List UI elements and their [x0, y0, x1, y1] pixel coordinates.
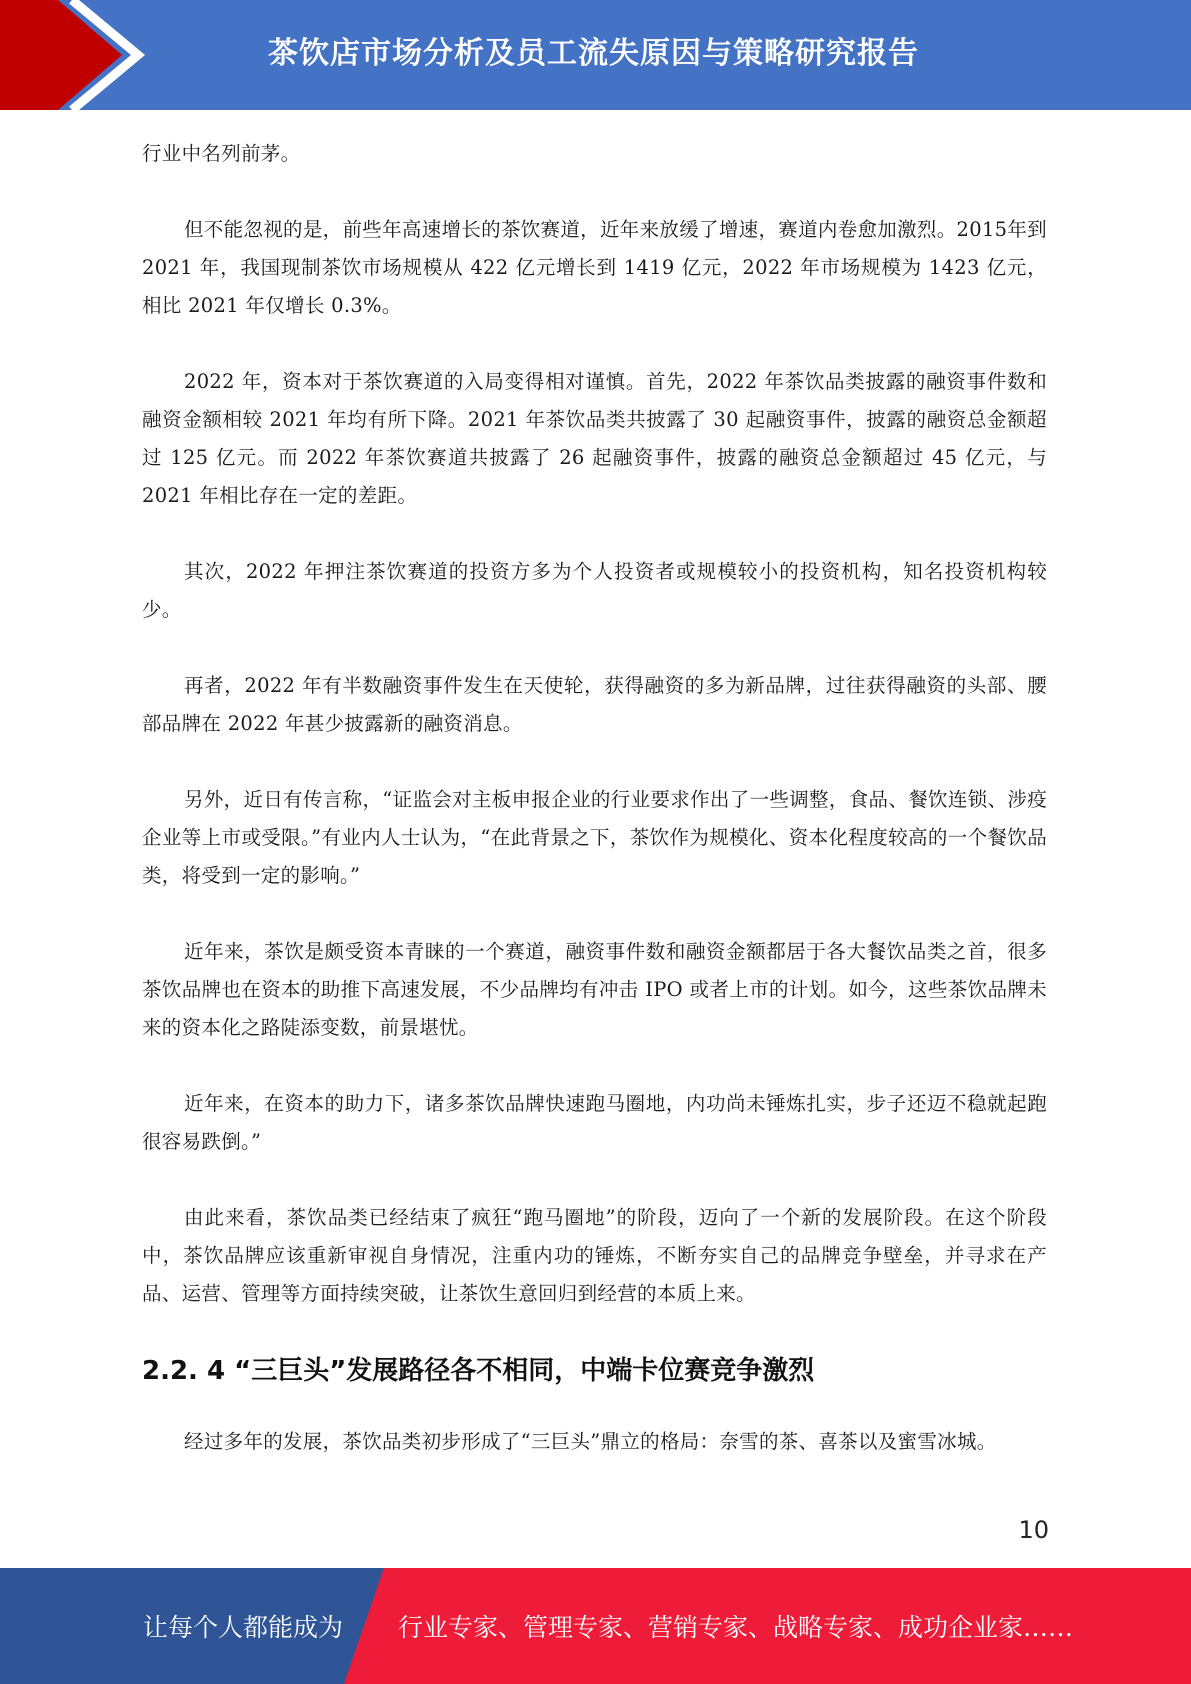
document-title: 茶饮店市场分析及员工流失原因与策略研究报告	[268, 36, 919, 71]
paragraph-9: 由此来看，茶饮品类已经结束了疯狂“跑马圈地”的阶段，迈向了一个新的发展阶段。在这个阶段中，茶饮品牌应该重新审视自身情况，注重内功的锤炼，不断夯实自己的品牌竞争壁垒，并寻求在产品、运营、管理等方面持续突破，让茶饮生意回归到经营的本质上来。	[142, 1206, 1047, 1305]
paragraph-10: 经过多年的发展，茶饮品类初步形成了“三巨头”鼎立的格局：奈雪的茶、喜茶以及蜜雪冰城。	[184, 1430, 997, 1453]
paragraph-5: 再者，2022 年有半数融资事件发生在天使轮，获得融资的多为新品牌，过往获得融资的头部、腰部品牌在 2022 年甚少披露新的融资消息。	[142, 674, 1047, 735]
footer-slogan-left: 让每个人都能成为	[143, 1613, 344, 1642]
paragraph-2: 但不能忽视的是，前些年高速增长的茶饮赛道，近年来放缓了增速，赛道内卷愈加激烈。2015年到 2021 年，我国现制茶饮市场规模从 422 亿元增长到 1419 亿元，2022 年市场规模为 1423 亿元，相比 2021 年仅增长 0.3%。	[142, 218, 1047, 317]
paragraph-6: 另外，近日有传言称，“证监会对主板申报企业的行业要求作出了一些调整，食品、餐饮连锁、涉疫企业等上市或受限。”有业内人士认为，“在此背景之下，茶饮作为规模化、资本化程度较高的一个餐饮品类，将受到一定的影响。”	[142, 788, 1047, 887]
footer-slogan-right: 行业专家、管理专家、营销专家、战略专家、成功企业家……	[398, 1613, 1074, 1642]
paragraph-7: 近年来，茶饮是颇受资本青睐的一个赛道，融资事件数和融资金额都居于各大餐饮品类之首，很多茶饮品牌也在资本的助推下高速发展，不少品牌均有冲击 IPO 或者上市的计划。如今，这些茶饮品牌未来的资本化之路陡添变数，前景堪忧。	[142, 940, 1047, 1039]
paragraph-4: 其次，2022 年押注茶饮赛道的投资方多为个人投资者或规模较小的投资机构，知名投资机构较少。	[142, 560, 1047, 621]
paragraph-1: 行业中名列前茅。	[142, 142, 301, 165]
page-header	[0, 0, 1191, 110]
document-body	[142, 135, 1047, 1499]
header-chevron-decoration	[0, 0, 160, 110]
paragraph-3: 2022 年，资本对于茶饮赛道的入局变得相对谨慎。首先，2022 年茶饮品类披露的融资事件数和融资金额相较 2021 年均有所下降。2021 年茶饮品类共披露了 30 起融资事件，披露的融资总金额超过 125 亿元。而 2022 年茶饮赛道共披露了 26 起融资事件，披露的融资总金额超过 45 亿元，与 2021 年相比存在一定的差距。	[142, 370, 1047, 507]
section-heading: 2.2. 4 “三巨头”发展路径各不相同，中端卡位赛竞争激烈	[142, 1356, 815, 1386]
page-number: 10	[1018, 1516, 1049, 1544]
paragraph-8: 近年来，在资本的助力下，诸多茶饮品牌快速跑马圈地，内功尚未锤炼扎实，步子还迈不稳就起跑很容易跌倒。”	[142, 1092, 1047, 1153]
page-footer	[0, 1568, 1191, 1684]
